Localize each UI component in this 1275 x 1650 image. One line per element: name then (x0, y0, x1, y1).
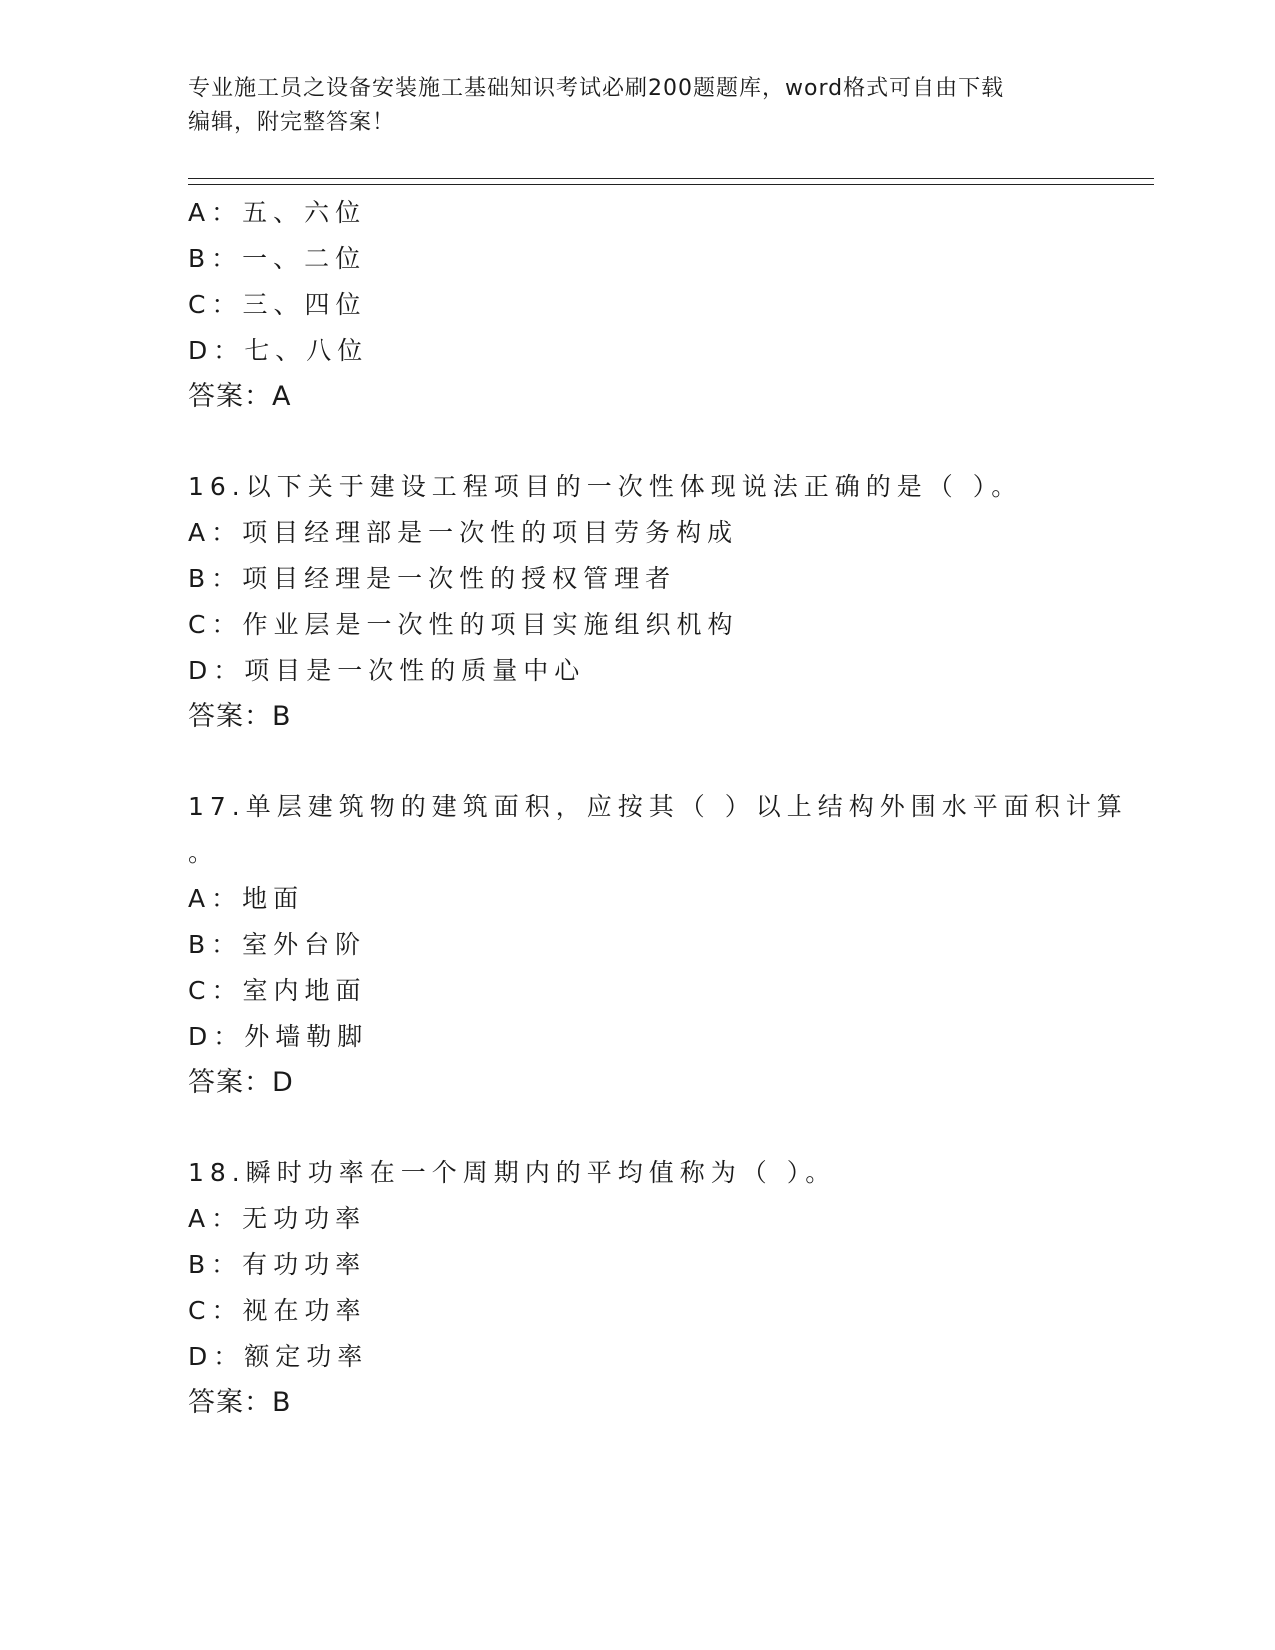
option-a: A：五、六位 (188, 198, 367, 227)
answer: 答案：B (188, 701, 292, 732)
option-c: C：视在功率 (188, 1296, 367, 1325)
spacer (188, 740, 1088, 784)
question-text: 16.以下关于建设工程项目的一次性体现说法正确的是（ ）。 (188, 472, 1023, 501)
option-a: A：无功功率 (188, 1204, 367, 1233)
option-d: D：额定功率 (188, 1342, 369, 1371)
option-c: C：室内地面 (188, 976, 367, 1005)
header-divider-bottom (188, 184, 1154, 185)
spacer (188, 420, 1088, 464)
question-15 (188, 190, 1088, 420)
answer: 答案：D (188, 1067, 294, 1098)
option-b: B：项目经理是一次性的授权管理者 (188, 564, 677, 593)
spacer (188, 1106, 1088, 1150)
option-b: B：室外台阶 (188, 930, 367, 959)
option-a: A：项目经理部是一次性的项目劳务构成 (188, 518, 739, 547)
option-d: D：项目是一次性的质量中心 (188, 656, 586, 685)
option-c: C：作业层是一次性的项目实施组织机构 (188, 610, 739, 639)
document-header (188, 72, 1088, 140)
option-a: A：地面 (188, 884, 305, 913)
option-b: B：有功功率 (188, 1250, 367, 1279)
answer: 答案：B (188, 1387, 292, 1418)
question-text: 17.单层建筑物的建筑面积，应按其（ ）以上结构外围水平面积计算 (188, 792, 1128, 821)
header-line-2: 编辑，附完整答案！ (188, 110, 396, 135)
option-d: D：七、八位 (188, 336, 369, 365)
header-divider-top (188, 178, 1154, 179)
question-18 (188, 1150, 1088, 1426)
option-d: D：外墙勒脚 (188, 1022, 369, 1051)
question-text-continued: 。 (188, 838, 220, 867)
question-17 (188, 784, 1128, 1106)
question-list (188, 190, 1128, 1426)
option-c: C：三、四位 (188, 290, 367, 319)
header-line-1: 专业施工员之设备安装施工基础知识考试必刷200题题库，word格式可自由下载 (188, 76, 1005, 101)
question-text: 18.瞬时功率在一个周期内的平均值称为（ ）。 (188, 1158, 837, 1187)
option-b: B：一、二位 (188, 244, 367, 273)
answer: 答案：A (188, 381, 292, 412)
question-16 (188, 464, 1088, 740)
